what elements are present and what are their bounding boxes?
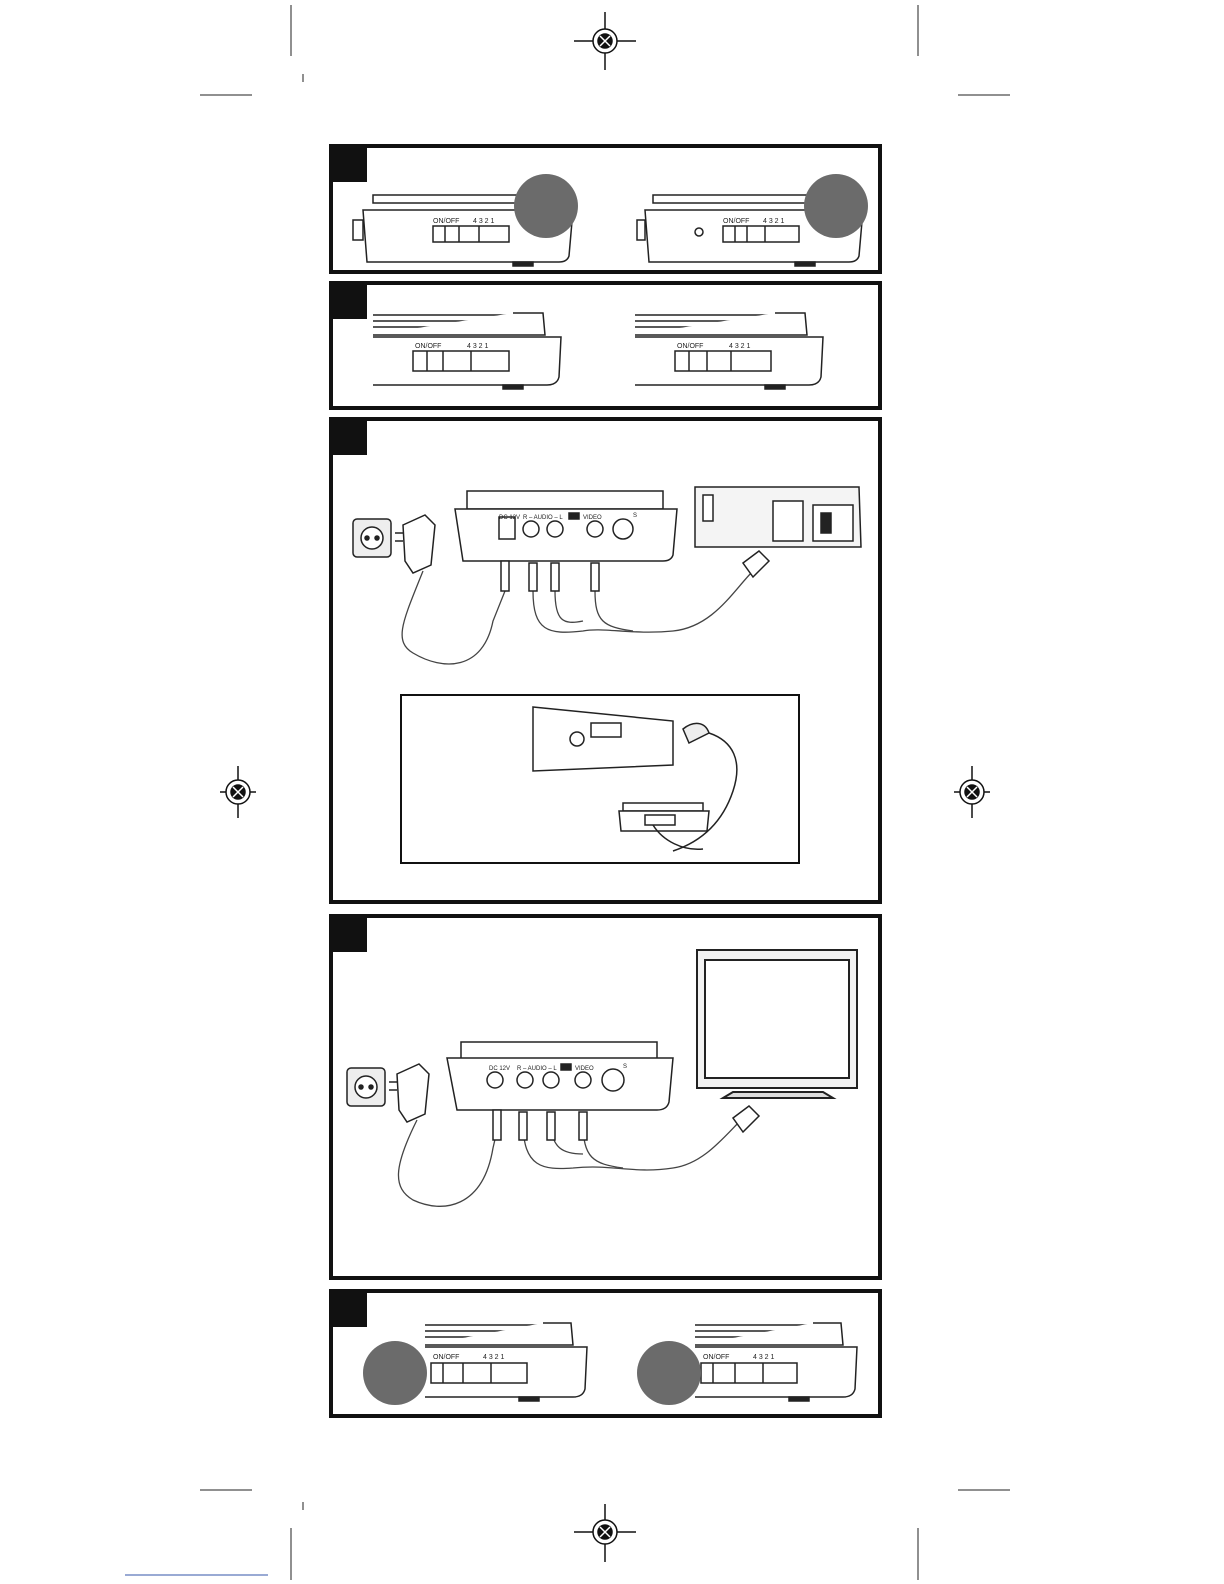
panel-4 [329,914,882,1280]
jack-audio-label: R – AUDIO – L [523,515,563,521]
registration-mark-right [954,766,990,818]
step-tab-2 [333,285,367,319]
player-closeup-right [695,1323,857,1401]
switch-label: ON/OFF [433,1354,460,1361]
player-closeup-right [635,313,823,389]
switch-label: ON/OFF [433,218,460,225]
switch-label: ON/OFF [677,343,704,350]
jack-in-label: IN [563,1065,568,1071]
step-tab-1 [333,148,367,182]
switch-label: ON/OFF [723,218,750,225]
registration-mark-bottom [574,1504,636,1562]
panel-1 [329,144,882,274]
registration-mark-top [574,12,636,70]
speed-label: 4 3 2 1 [729,343,751,350]
player-closeup-left [425,1323,587,1401]
wall-socket-icon [347,1068,385,1106]
speed-label: 4 3 2 1 [753,1354,775,1361]
jack-video-label: VIDEO [575,1066,594,1072]
highlight-circle [363,1341,427,1405]
highlight-circle [514,174,578,238]
speed-label: 4 3 2 1 [473,218,495,225]
jack-in-label: IN [571,514,576,520]
step-tab-4 [333,918,367,952]
jack-s-label: S [623,1064,628,1070]
panel-2 [329,281,882,410]
vcr-rear-icon [695,487,861,547]
jack-dc-label: DC 12V [489,1066,511,1072]
jack-dc-label: DC 12V [499,515,521,521]
jack-video-label: VIDEO [583,515,602,521]
speed-label: 4 3 2 1 [467,343,489,350]
wall-socket-icon [353,519,391,557]
jack-s-label: S [633,513,638,519]
switch-label: ON/OFF [703,1354,730,1361]
player-closeup-left [373,313,561,389]
highlight-circle [637,1341,701,1405]
step-tab-3 [333,421,367,455]
panel-5 [329,1289,882,1418]
highlight-circle [804,174,868,238]
tv-icon [697,950,857,1098]
speed-label: 4 3 2 1 [763,218,785,225]
registration-mark-left [220,766,256,818]
switch-label: ON/OFF [415,343,442,350]
panel-3 [329,417,882,904]
step-tab-5 [333,1293,367,1327]
jack-audio-label: R – AUDIO – L [517,1066,557,1072]
player-rear-view [455,491,677,561]
rca-plugs [493,1106,759,1140]
power-adapter-icon [395,515,435,573]
connection-cables [398,1118,743,1206]
player-rear-view [447,1042,673,1110]
power-adapter-icon [389,1064,429,1122]
speed-label: 4 3 2 1 [483,1354,505,1361]
connection-cables [402,571,753,664]
